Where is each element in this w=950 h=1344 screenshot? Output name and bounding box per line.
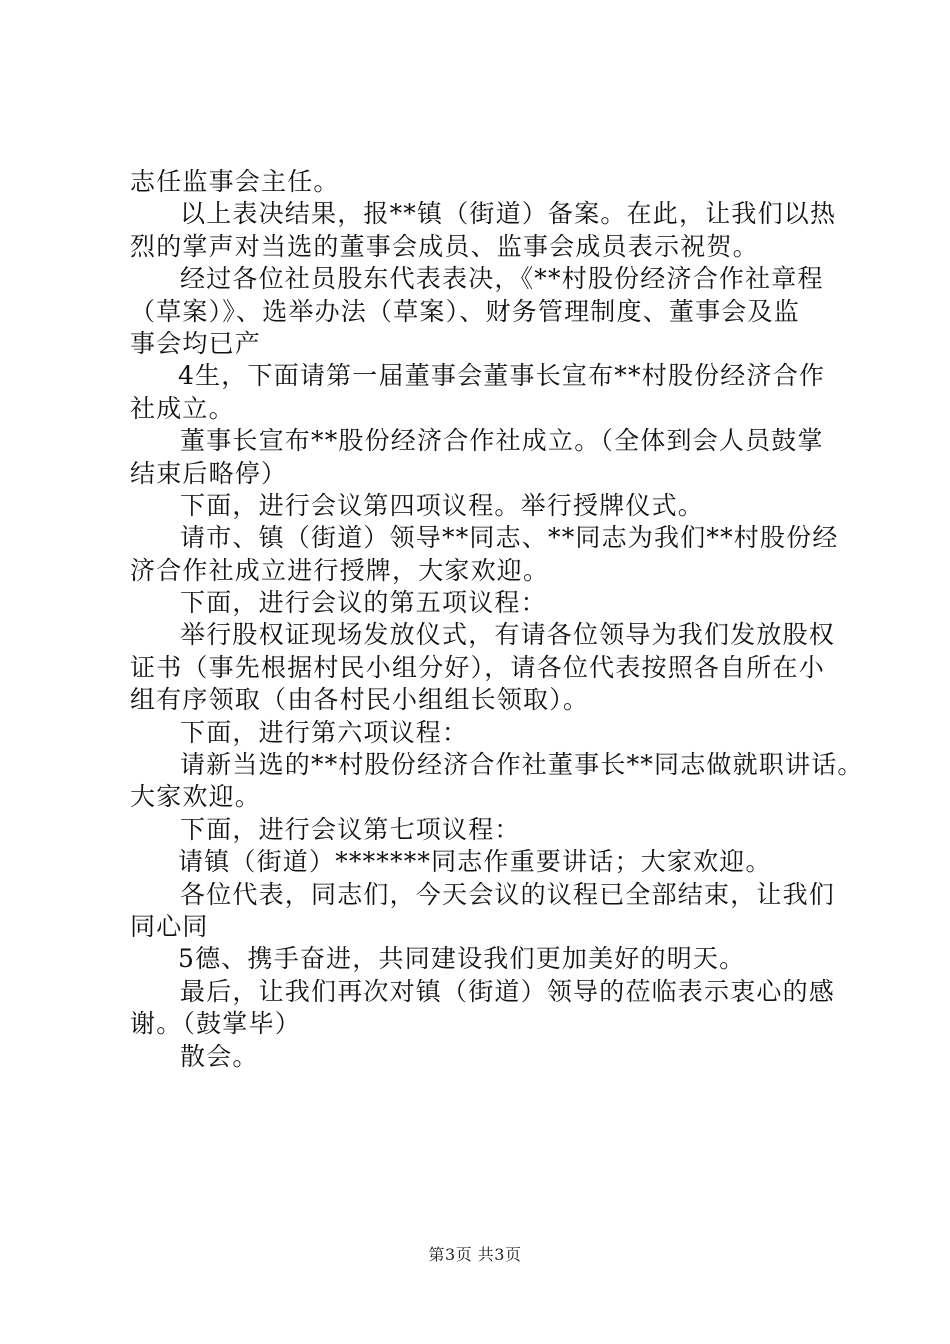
document-body — [130, 166, 864, 1073]
text-line: 散会。 — [180, 1041, 259, 1071]
text-line: 以上表决结果，报**镇（街道）备案。在此，让我们以热 — [180, 199, 837, 229]
text-line: 烈的掌声对当选的董事会成员、监事会成员表示祝贺。 — [130, 231, 759, 261]
text-line: 大家欢迎。 — [130, 782, 262, 812]
text-line: （草案）》、选举办法（草案）、财务管理制度、董事会及监 — [130, 296, 800, 326]
text-line: 下面，进行会议第四项议程。举行授牌仪式。 — [180, 490, 705, 520]
page-number-label: 第3页 共3页 — [428, 1245, 522, 1264]
text-line: 济合作社成立进行授牌，大家欢迎。 — [130, 555, 550, 585]
text-line: 同心同 — [130, 911, 209, 941]
page-footer — [0, 1242, 950, 1265]
text-line: 请镇（街道）*******同志作重要讲话；大家欢迎。 — [178, 847, 772, 877]
text-line: 下面，进行会议第七项议程： — [180, 814, 521, 844]
text-line: 谢。（鼓掌毕） — [130, 1009, 301, 1039]
text-line: 下面，进行会议的第五项议程： — [180, 588, 547, 618]
text-line: 举行股权证现场发放仪式，有请各位领导为我们发放股权 — [180, 620, 836, 650]
text-line: 5德、携手奋进，共同建设我们更加美好的明天。 — [178, 944, 746, 974]
text-line: 下面，进行第六项议程： — [180, 717, 469, 747]
text-line: 经过各位社员股东代表表决，《**村股份经济合作社章程 — [180, 264, 824, 294]
text-line: 事会均已产 — [130, 328, 262, 358]
text-line: 请新当选的**村股份经济合作社董事长**同志做就职讲话。 — [180, 750, 864, 780]
text-line: 组有序领取（由各村民小组组长领取）。 — [130, 685, 590, 715]
text-line: 社成立。 — [130, 393, 235, 423]
text-line: 证书（事先根据村民小组分好），请各位代表按照各自所在小 — [130, 652, 825, 682]
text-line: 4生，下面请第一届董事会董事长宣布**村股份经济合作 — [178, 361, 826, 391]
text-line: 结束后略停） — [130, 458, 288, 488]
text-line: 请市、镇（街道）领导**同志、**同志为我们**村股份经 — [180, 523, 839, 553]
text-line: 最后，让我们再次对镇（街道）领导的莅临表示衷心的感 — [180, 976, 836, 1006]
text-line: 各位代表，同志们，今天会议的议程已全部结束，让我们 — [180, 879, 836, 909]
text-line: 董事长宣布**股份经济合作社成立。（全体到会人员鼓掌 — [180, 426, 824, 456]
text-line: 志任监事会主任。 — [130, 167, 340, 196]
